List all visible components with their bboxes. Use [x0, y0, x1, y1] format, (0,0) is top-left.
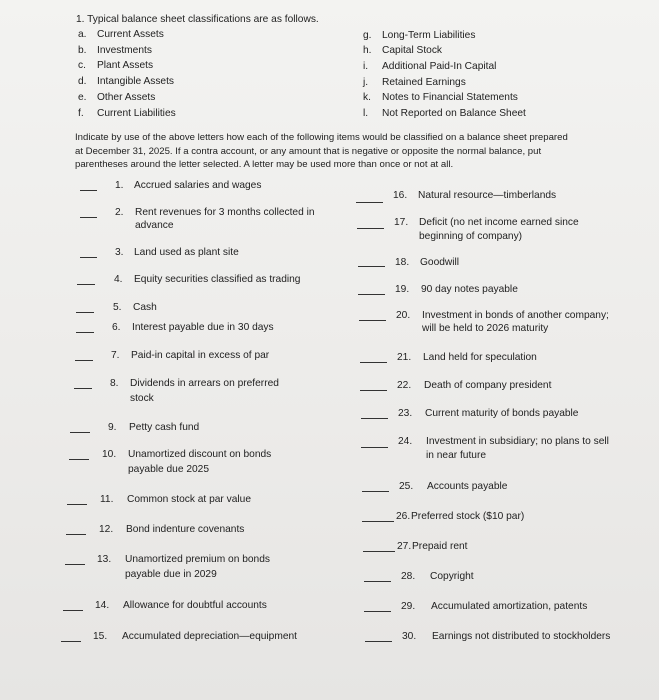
item-text: Land held for speculation	[423, 352, 537, 363]
answer-blank[interactable]	[65, 564, 85, 565]
answer-blank[interactable]	[358, 294, 385, 295]
class-label: Investments	[97, 45, 152, 56]
item-number: 30.	[402, 631, 417, 642]
item-number: 16.	[393, 190, 408, 201]
answer-blank[interactable]	[80, 217, 97, 218]
item-number: 9.	[108, 422, 117, 433]
item-text: Prepaid rent	[412, 541, 468, 552]
answer-blank[interactable]	[67, 504, 87, 505]
answer-blank[interactable]	[364, 611, 391, 612]
answer-blank[interactable]	[362, 491, 389, 492]
item-number: 20.	[396, 310, 411, 321]
answer-blank[interactable]	[76, 332, 94, 333]
answer-blank[interactable]	[364, 581, 391, 582]
item-text: Accumulated depreciation—equipment	[122, 631, 297, 642]
item-text: Accounts payable	[427, 481, 508, 492]
class-label: Retained Earnings	[382, 77, 466, 88]
item-number: 14.	[95, 600, 110, 611]
item-text: Interest payable due in 30 days	[132, 322, 274, 333]
item-number: 27.	[397, 541, 412, 552]
item-number: 3.	[115, 247, 124, 258]
answer-blank[interactable]	[363, 551, 395, 552]
item-text: Investment in bonds of another company;	[422, 310, 609, 321]
item-number: 2.	[115, 207, 124, 218]
answer-blank[interactable]	[360, 362, 387, 363]
class-label: Notes to Financial Statements	[382, 92, 518, 103]
instructions-line: parentheses around the letter selected. A letter may be used more than once or not at all.	[75, 159, 454, 170]
item-text: Copyright	[430, 571, 474, 582]
item-number: 7.	[111, 350, 120, 361]
item-number: 6.	[112, 322, 121, 333]
class-letter: k.	[363, 92, 371, 103]
item-number: 25.	[399, 481, 414, 492]
answer-blank[interactable]	[358, 266, 385, 267]
item-number: 19.	[395, 284, 410, 295]
item-text: Current maturity of bonds payable	[425, 408, 579, 419]
class-label: Intangible Assets	[97, 76, 175, 87]
item-text: Rent revenues for 3 months collected in	[135, 207, 315, 218]
item-number: 28.	[401, 571, 416, 582]
answer-blank[interactable]	[76, 312, 94, 313]
answer-blank[interactable]	[61, 641, 81, 642]
answer-blank[interactable]	[361, 447, 388, 448]
item-text: Common stock at par value	[127, 494, 252, 505]
item-number: 22.	[397, 380, 412, 391]
answer-blank[interactable]	[69, 459, 89, 460]
item-text: Natural resource—timberlands	[418, 190, 557, 201]
class-label: Not Reported on Balance Sheet	[382, 108, 526, 119]
item-text: Accrued salaries and wages	[134, 180, 262, 191]
class-label: Other Assets	[97, 92, 156, 103]
answer-blank[interactable]	[66, 534, 86, 535]
answer-blank[interactable]	[80, 257, 97, 258]
answer-blank[interactable]	[360, 390, 387, 391]
class-letter: c.	[78, 60, 86, 71]
instructions-line: at December 31, 2025. If a contra account, or any amount that is negative or opposite the normal balance, put	[75, 146, 542, 157]
item-text: Equity securities classified as trading	[134, 274, 301, 285]
item-text: Dividends in arrears on preferred	[130, 378, 279, 389]
class-letter: i.	[363, 61, 369, 72]
item-text: Petty cash fund	[129, 422, 200, 433]
class-letter: j.	[363, 77, 369, 88]
class-letter: h.	[363, 45, 372, 56]
item-text: Investment in subsidiary; no plans to sell	[426, 436, 609, 447]
item-text: advance	[135, 220, 174, 231]
answer-blank[interactable]	[356, 202, 383, 203]
answer-blank[interactable]	[359, 320, 386, 321]
item-text: Allowance for doubtful accounts	[123, 600, 267, 611]
item-text: stock	[130, 393, 154, 404]
answer-blank[interactable]	[74, 388, 92, 389]
answer-blank[interactable]	[362, 521, 394, 522]
answer-blank[interactable]	[63, 610, 83, 611]
item-number: 13.	[97, 554, 112, 565]
item-text: Unamortized discount on bonds	[128, 449, 272, 460]
item-number: 21.	[397, 352, 412, 363]
item-text: Paid-in capital in excess of par	[131, 350, 270, 361]
item-number: 1.	[115, 180, 124, 191]
class-letter: g.	[363, 30, 372, 41]
item-text: Land used as plant site	[134, 247, 239, 258]
class-letter: l.	[363, 108, 369, 119]
answer-blank[interactable]	[77, 284, 95, 285]
class-letter: e.	[78, 92, 87, 103]
item-text: payable due 2025	[128, 464, 210, 475]
item-text: will be held to 2026 maturity	[422, 323, 549, 334]
item-text: Cash	[133, 302, 157, 313]
class-label: Current Assets	[97, 29, 164, 40]
instructions-line: Indicate by use of the above letters how each of the following items would be classified on a balance sheet prepared	[75, 132, 568, 143]
item-text: Bond indenture covenants	[126, 524, 245, 535]
answer-blank[interactable]	[357, 228, 384, 229]
item-text: Accumulated amortization, patents	[431, 601, 588, 612]
item-number: 8.	[110, 378, 119, 389]
class-letter: a.	[78, 29, 87, 40]
answer-blank[interactable]	[361, 418, 388, 419]
item-number: 29.	[401, 601, 416, 612]
answer-blank[interactable]	[75, 360, 93, 361]
class-label: Capital Stock	[382, 45, 443, 56]
item-number: 18.	[395, 257, 410, 268]
item-number: 11.	[100, 494, 114, 505]
item-text: Unamortized premium on bonds	[125, 554, 270, 565]
item-text: 90 day notes payable	[421, 284, 518, 295]
item-number: 24.	[398, 436, 413, 447]
item-text: in near future	[426, 450, 487, 461]
item-number: 23.	[398, 408, 413, 419]
item-number: 15.	[93, 631, 108, 642]
class-label: Additional Paid-In Capital	[382, 61, 497, 72]
class-letter: f.	[78, 108, 84, 119]
answer-blank[interactable]	[365, 641, 392, 642]
item-number: 17.	[394, 217, 409, 228]
item-text: Death of company president	[424, 380, 552, 391]
answer-blank[interactable]	[70, 432, 90, 433]
item-text: Goodwill	[420, 257, 460, 268]
item-text: payable due in 2029	[125, 569, 217, 580]
answer-blank[interactable]	[80, 190, 97, 191]
class-label: Current Liabilities	[97, 108, 176, 119]
item-number: 12.	[99, 524, 114, 535]
item-text: Earnings not distributed to stockholders	[432, 631, 611, 642]
item-text: Preferred stock ($10 par)	[411, 511, 525, 522]
class-label: Long-Term Liabilities	[382, 30, 476, 41]
class-letter: b.	[78, 45, 87, 56]
item-number: 5.	[113, 302, 122, 313]
item-number: 26.	[396, 511, 411, 522]
class-label: Plant Assets	[97, 60, 154, 71]
item-number: 10.	[102, 449, 117, 460]
item-number: 4.	[114, 274, 123, 285]
class-letter: d.	[78, 76, 87, 87]
item-text: beginning of company)	[419, 231, 523, 242]
item-text: Deficit (no net income earned since	[419, 217, 579, 228]
question-title: 1. Typical balance sheet classifications are as follows.	[76, 14, 319, 25]
